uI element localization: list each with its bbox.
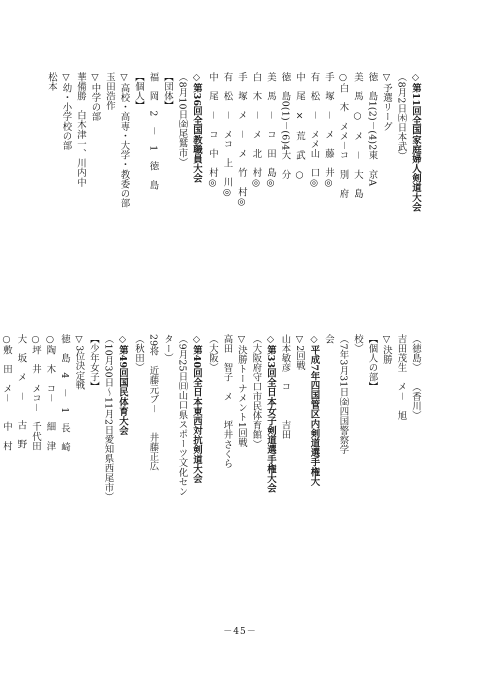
- text-column: 手 塚 メ － メ 竹 村◎: [236, 72, 247, 208]
- text-column: 徳 島0(1)－(6)4大 分: [279, 72, 291, 180]
- text-column: 【個人】: [133, 72, 144, 111]
- text-column: （大阪）: [207, 334, 218, 373]
- text-column: 校）: [352, 334, 363, 354]
- text-column: 【少年女子】: [88, 334, 99, 392]
- section-heading: ◇平成7年四国管区内剣道選手権大: [308, 334, 320, 487]
- text-column: 中 尾 － コ 中 村◎: [207, 72, 218, 189]
- text-column: 会: [323, 334, 334, 344]
- text-column: （徳島） （香川）: [410, 334, 421, 421]
- top-text-band: [46, 72, 422, 322]
- text-column: 手 塚 － メ 藤 井◎: [323, 72, 334, 189]
- text-column: ○白 木 メメ－コ 別 府: [337, 72, 349, 199]
- text-column: ▽3位決定戦: [73, 334, 85, 390]
- text-column: 山本敏彦 コ 吉田: [279, 334, 291, 440]
- section-heading: ◇第36回全国教職員大会: [191, 72, 202, 183]
- text-column: ▽決勝: [381, 334, 392, 365]
- text-column: 福 岡 2 － 1 徳 島: [147, 72, 159, 190]
- text-column: 美 馬 ○ メ － 大 島: [352, 72, 363, 199]
- text-column: 玉田浩作: [104, 72, 115, 111]
- text-column: （8月2日㈭日本武）: [395, 72, 407, 162]
- text-column: 【個人の部】: [366, 334, 378, 392]
- text-column: 大 坂 メ － 古 野: [15, 334, 27, 450]
- text-column: ター）: [162, 334, 173, 363]
- text-column: （秋田）: [133, 334, 144, 373]
- page-number: －45－: [223, 627, 257, 637]
- text-column: 松本: [46, 72, 57, 92]
- text-column: （9月25日㈰山口県スポーツ文化セン: [176, 334, 188, 497]
- text-column: （8月10日㈮尾鷲市）: [176, 72, 188, 168]
- text-column: ○坪 井 メコ－ 千代田: [30, 334, 41, 451]
- section-heading: ◇第40回全日本東西対抗剣道大会: [191, 334, 202, 484]
- text-column: 有 松 － メコ 上 川◎: [221, 72, 233, 199]
- text-column: 美 馬 － コ 田 島◎: [265, 72, 276, 189]
- text-column: ▽高校・高専・大学・教委の部: [118, 72, 130, 208]
- text-column: ▽幼・小学校の部: [60, 72, 72, 151]
- text-column: （7年3月31日㈮四国警察学: [337, 334, 349, 455]
- text-column: ▽決勝トーナメント1回戦: [236, 334, 247, 448]
- text-column: （10月30日～11月2日愛知県西尾市）: [102, 334, 114, 502]
- section-heading: ◇第49回国民体育大会: [117, 334, 128, 436]
- section-heading: ◇第11回全国家庭婦人剣道大会: [410, 72, 421, 212]
- text-column: ▽中学の部: [89, 72, 101, 122]
- text-column: 有 松 － メメ山 口◎: [308, 72, 320, 189]
- text-column: 高田 智子 メ 坪井さくら: [221, 334, 233, 469]
- text-column: 29将 近藤元ブ－ 井藤正広: [147, 334, 159, 471]
- text-column: 徳 島 4 － 1 長 崎: [59, 334, 70, 452]
- text-column: 中 尾 × 荒 武 ○: [294, 72, 305, 181]
- text-column: 【団体】: [162, 72, 173, 111]
- text-column: ○敷 田 メ－ 中 村: [1, 334, 12, 451]
- section-heading: ◇第33回全日本女子剣道選手権大会: [265, 334, 276, 493]
- text-column: 白 木 － メ 北 村◎: [250, 72, 262, 189]
- text-column: （大阪府守口市民体育館）: [250, 334, 262, 450]
- text-column: 華備勝 白木津一、川内中: [75, 72, 86, 188]
- text-column: 徳 島1(2)－(4)2東 京A: [366, 72, 378, 187]
- text-column: 吉田茂生 メ－ 旭: [395, 334, 407, 421]
- bottom-text-band: [1, 334, 422, 584]
- text-column: ○陶 木 コ－ 細 津: [44, 334, 56, 451]
- text-column: ▽予選リーグ: [381, 72, 392, 132]
- text-column: ▽2回戦: [294, 334, 305, 371]
